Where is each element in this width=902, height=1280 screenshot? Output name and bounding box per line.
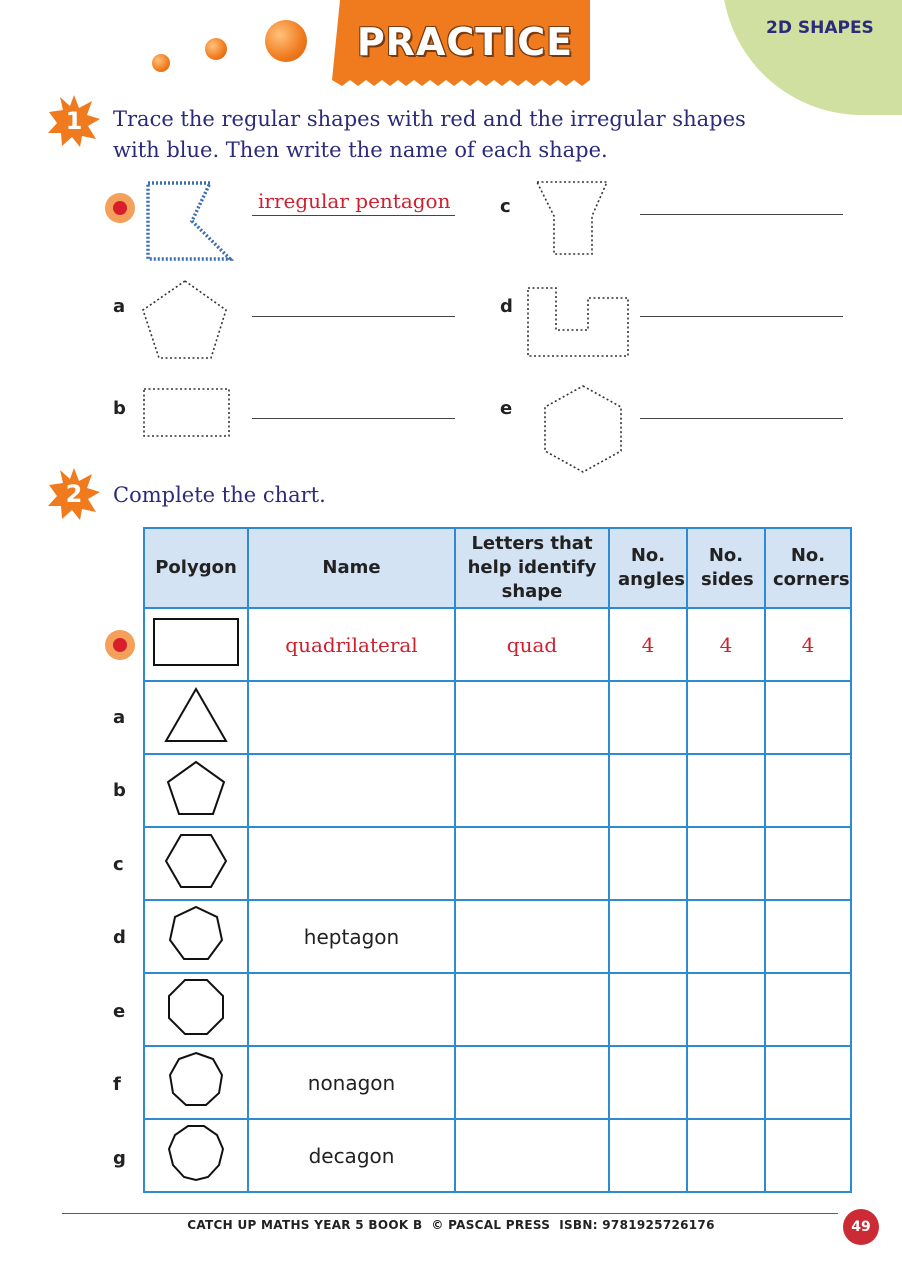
answer-line[interactable] <box>640 214 843 215</box>
sides-cell[interactable] <box>687 754 765 827</box>
answer-line[interactable] <box>640 418 843 419</box>
letters-cell[interactable] <box>455 754 609 827</box>
table-row <box>144 1046 851 1119</box>
corners-cell[interactable] <box>765 1119 851 1192</box>
polygon-chart <box>143 527 852 1193</box>
table-row <box>144 973 851 1046</box>
letters-cell[interactable] <box>455 1046 609 1119</box>
polygon-cell <box>144 681 248 754</box>
answer-line[interactable] <box>640 316 843 317</box>
row-letter: f <box>113 1074 121 1095</box>
name-cell[interactable]: heptagon <box>248 900 455 973</box>
section-tag: 2D SHAPES <box>766 18 874 38</box>
polygon-cell <box>144 608 248 681</box>
example-answer: irregular pentagon <box>258 189 451 213</box>
irregular-pentagon-shape <box>146 181 234 263</box>
table-row <box>144 827 851 900</box>
sides-cell[interactable] <box>687 1119 765 1192</box>
name-cell[interactable]: decagon <box>248 1119 455 1192</box>
header-sides <box>687 528 765 608</box>
angles-cell[interactable] <box>609 681 687 754</box>
rectangle-icon <box>153 618 239 666</box>
header-corners <box>765 528 851 608</box>
header-name: Name <box>248 528 455 608</box>
header-corners-text: No. corners <box>773 545 850 590</box>
nonagon-icon <box>167 1051 225 1109</box>
sides-cell[interactable] <box>687 681 765 754</box>
row-letter: b <box>113 780 126 801</box>
row-letter: a <box>113 707 126 728</box>
table-row <box>144 900 851 973</box>
item-letter: c <box>500 196 511 217</box>
polygon-cell <box>144 754 248 827</box>
name-cell[interactable] <box>248 754 455 827</box>
header-angles-text: No. angles <box>618 545 685 590</box>
row-letter: d <box>113 927 126 948</box>
angles-cell: 4 <box>609 608 687 681</box>
header-letters <box>455 528 609 608</box>
example-answer-line <box>252 215 455 216</box>
name-cell[interactable] <box>248 681 455 754</box>
polygon-cell <box>144 973 248 1046</box>
sides-cell[interactable] <box>687 827 765 900</box>
angles-cell[interactable] <box>609 900 687 973</box>
answer-line[interactable] <box>252 418 455 419</box>
letters-cell[interactable] <box>455 1119 609 1192</box>
letters-cell[interactable] <box>455 681 609 754</box>
header-sides-text: No. sides <box>701 545 754 590</box>
header-polygon: Polygon <box>144 528 248 608</box>
polygon-cell <box>144 1119 248 1192</box>
letters-cell[interactable] <box>455 973 609 1046</box>
row-letter: g <box>113 1148 126 1169</box>
instruction-line: Trace the regular shapes with red and the irregular shapes <box>113 107 746 131</box>
table-row <box>144 681 851 754</box>
angles-cell[interactable] <box>609 1046 687 1119</box>
decorative-dot <box>265 20 307 62</box>
corners-cell[interactable] <box>765 900 851 973</box>
chart-header-row <box>144 528 851 608</box>
corners-cell[interactable] <box>765 1046 851 1119</box>
table-row <box>144 1119 851 1192</box>
decorative-dot <box>152 54 170 72</box>
sides-cell[interactable] <box>687 1046 765 1119</box>
item-letter: a <box>113 296 126 317</box>
rectangle-shape <box>143 388 231 438</box>
heptagon-icon <box>167 905 225 963</box>
page-number: 49 <box>843 1209 879 1245</box>
example-marker <box>105 193 135 223</box>
irregular-hexagon-shape <box>534 180 610 256</box>
example-row <box>144 608 851 681</box>
name-cell: quadrilateral <box>248 608 455 681</box>
regular-hexagon-shape <box>542 384 624 474</box>
row-letter: c <box>113 854 124 875</box>
name-cell[interactable] <box>248 827 455 900</box>
item-letter: e <box>500 398 513 419</box>
item-letter: d <box>500 296 513 317</box>
header-letters-text: Letters that help identify shape <box>467 533 597 602</box>
regular-pentagon-shape <box>140 278 230 362</box>
letters-cell[interactable] <box>455 900 609 973</box>
instruction-line: with blue. Then write the name of each shape. <box>113 138 608 162</box>
pentagon-icon <box>166 760 226 816</box>
answer-line[interactable] <box>252 316 455 317</box>
question-1-number: 1 <box>65 107 83 135</box>
corners-cell[interactable] <box>765 681 851 754</box>
footer-divider <box>62 1213 838 1214</box>
page-title: PRACTICE <box>356 20 574 64</box>
corners-cell[interactable] <box>765 754 851 827</box>
table-row <box>144 754 851 827</box>
sides-cell[interactable] <box>687 973 765 1046</box>
triangle-icon <box>164 687 228 743</box>
angles-cell[interactable] <box>609 754 687 827</box>
polygon-cell <box>144 827 248 900</box>
polygon-cell <box>144 900 248 973</box>
item-letter: b <box>113 398 126 419</box>
row-letter: e <box>113 1001 126 1022</box>
decorative-dot <box>205 38 227 60</box>
example-marker <box>105 630 135 660</box>
letters-cell[interactable] <box>455 827 609 900</box>
angles-cell[interactable] <box>609 973 687 1046</box>
letters-cell: quad <box>455 608 609 681</box>
corners-cell[interactable] <box>765 827 851 900</box>
corners-cell[interactable] <box>765 973 851 1046</box>
header-angles <box>609 528 687 608</box>
decagon-icon <box>167 1124 225 1182</box>
question-1-instruction <box>113 104 746 166</box>
sides-cell[interactable] <box>687 900 765 973</box>
sides-cell: 4 <box>687 608 765 681</box>
angles-cell[interactable] <box>609 1119 687 1192</box>
polygon-cell <box>144 1046 248 1119</box>
name-cell[interactable]: nonagon <box>248 1046 455 1119</box>
hexagon-icon <box>164 833 228 889</box>
question-2-number: 2 <box>65 480 83 508</box>
octagon-icon <box>167 978 225 1036</box>
angles-cell[interactable] <box>609 827 687 900</box>
name-cell[interactable] <box>248 973 455 1046</box>
corners-cell: 4 <box>765 608 851 681</box>
footer-credit: CATCH UP MATHS YEAR 5 BOOK B © PASCAL PRESS ISBN: 9781925726176 <box>187 1218 715 1232</box>
irregular-octagon-shape <box>526 286 630 358</box>
question-2-instruction: Complete the chart. <box>113 483 326 507</box>
